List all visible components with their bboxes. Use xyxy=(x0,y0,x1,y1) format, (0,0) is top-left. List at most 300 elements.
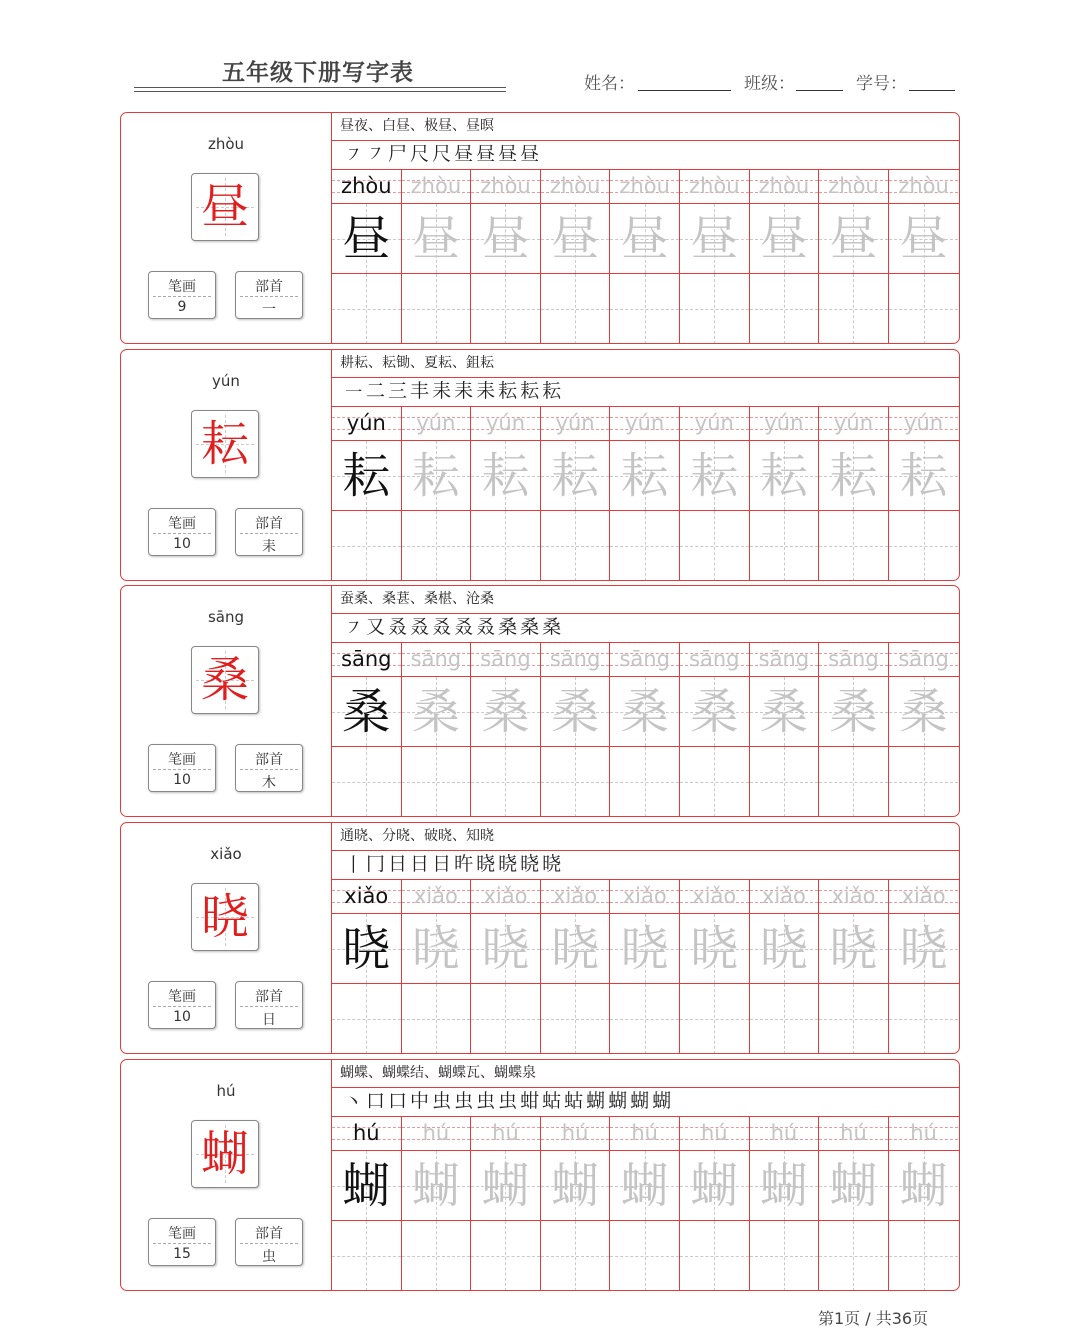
pinyin-cell[interactable] xyxy=(471,1117,541,1150)
stroke-count-box xyxy=(148,981,216,1029)
pinyin-cell[interactable] xyxy=(332,170,402,203)
pinyin-trace: sāng xyxy=(689,647,740,671)
trace-character: 蝴 xyxy=(411,1157,460,1214)
writing-cell[interactable] xyxy=(750,441,820,510)
pinyin-cell[interactable] xyxy=(750,880,820,913)
pinyin-trace: yún xyxy=(833,411,873,435)
trace-character: 昼 xyxy=(899,210,948,267)
writing-cell[interactable] xyxy=(402,984,472,1054)
writing-cell[interactable] xyxy=(889,914,959,983)
writing-cell[interactable] xyxy=(680,914,750,983)
character-glyph: 桑 xyxy=(200,652,249,708)
trace-character: 桑 xyxy=(551,683,600,740)
writing-cell[interactable] xyxy=(610,204,680,273)
blank-practice-row xyxy=(332,511,959,581)
pinyin-practice-row xyxy=(332,407,959,441)
trace-character: 桑 xyxy=(411,683,460,740)
writing-cell[interactable] xyxy=(332,747,402,817)
pinyin-cell[interactable] xyxy=(750,643,820,676)
radical-label: 部首 xyxy=(255,279,283,295)
pinyin-cell[interactable] xyxy=(402,880,472,913)
pinyin-cell[interactable] xyxy=(819,880,889,913)
model-character: 桑 xyxy=(342,683,391,740)
writing-cell[interactable] xyxy=(750,984,820,1054)
trace-character: 蝴 xyxy=(829,1157,878,1214)
character-display-box xyxy=(191,410,259,478)
practice-panel xyxy=(332,586,959,816)
pinyin-model: zhòu xyxy=(341,174,392,198)
pinyin-cell[interactable] xyxy=(541,880,611,913)
trace-character: 耘 xyxy=(690,447,739,504)
pinyin-cell[interactable] xyxy=(819,170,889,203)
character-card xyxy=(120,112,960,344)
trace-character: 昼 xyxy=(481,210,530,267)
radical-value: 一 xyxy=(262,302,276,318)
model-character: 昼 xyxy=(342,210,391,267)
pinyin-trace: xiǎo xyxy=(692,884,737,908)
pinyin-cell[interactable] xyxy=(332,643,402,676)
character-display-box xyxy=(191,1120,259,1188)
writing-cell[interactable] xyxy=(680,511,750,581)
writing-cell[interactable] xyxy=(819,274,889,344)
character-info-panel xyxy=(121,113,332,343)
writing-cell[interactable] xyxy=(541,204,611,273)
writing-cell[interactable] xyxy=(402,747,472,817)
name-field[interactable] xyxy=(638,90,731,91)
writing-cell[interactable] xyxy=(610,1221,680,1291)
writing-cell[interactable] xyxy=(750,1151,820,1220)
stroke-count-box xyxy=(148,271,216,319)
radical-box xyxy=(235,271,303,319)
writing-cell[interactable] xyxy=(541,914,611,983)
writing-cell[interactable] xyxy=(402,511,472,581)
pinyin-cell[interactable] xyxy=(541,1117,611,1150)
writing-cell[interactable] xyxy=(750,204,820,273)
stroke-order-step: 丨 xyxy=(344,853,364,876)
pinyin-trace: sāng xyxy=(898,647,949,671)
pinyin-trace: hú xyxy=(422,1121,450,1145)
pinyin-trace: yún xyxy=(764,411,804,435)
writing-cell[interactable] xyxy=(541,1221,611,1291)
writing-cell[interactable] xyxy=(610,747,680,817)
pinyin-cell[interactable] xyxy=(402,407,472,440)
writing-cell[interactable] xyxy=(471,274,541,344)
title-underline xyxy=(134,87,506,88)
stroke-count-label: 笔画 xyxy=(168,752,196,768)
pinyin-trace: yún xyxy=(625,411,665,435)
pinyin-cell[interactable] xyxy=(610,407,680,440)
pinyin-cell[interactable] xyxy=(889,880,959,913)
blank-practice-row xyxy=(332,747,959,817)
stroke-order-step: 口 xyxy=(388,1090,408,1112)
stroke-count-value: 15 xyxy=(173,1246,191,1262)
student-number-field[interactable] xyxy=(909,90,955,91)
student-number-label: 学号： xyxy=(856,74,907,94)
character-card xyxy=(120,585,960,817)
writing-cell[interactable] xyxy=(680,1221,750,1291)
writing-cell[interactable] xyxy=(471,511,541,581)
writing-cell[interactable] xyxy=(750,511,820,581)
stroke-order-step: 桑 xyxy=(542,616,562,638)
trace-character: 蝴 xyxy=(481,1157,530,1214)
trace-character: 耘 xyxy=(759,447,808,504)
stroke-order-step: 昼 xyxy=(520,143,540,165)
stroke-order-step: ㇇ xyxy=(344,616,364,639)
writing-cell[interactable] xyxy=(332,984,402,1054)
character-card xyxy=(120,349,960,581)
stroke-order-step: 蛄 xyxy=(542,1090,562,1112)
writing-cell[interactable] xyxy=(332,274,402,344)
writing-cell[interactable] xyxy=(402,441,472,510)
trace-character: 桑 xyxy=(899,683,948,740)
stroke-order-step: 三 xyxy=(388,380,408,402)
stroke-order-step: 虫 xyxy=(498,1090,518,1112)
character-glyph: 昼 xyxy=(200,179,249,235)
pinyin-trace: xiǎo xyxy=(622,884,667,908)
pinyin-cell[interactable] xyxy=(889,407,959,440)
writing-cell[interactable] xyxy=(332,511,402,581)
radical-value: 耒 xyxy=(262,539,276,555)
pinyin-cell[interactable] xyxy=(471,880,541,913)
pinyin-trace: zhòu xyxy=(480,174,531,198)
practice-panel xyxy=(332,113,959,343)
stroke-order-step: 丶 xyxy=(344,1090,364,1113)
stroke-order-step: 中 xyxy=(410,1090,430,1112)
writing-cell[interactable] xyxy=(610,511,680,581)
stroke-order-step: 叒 xyxy=(454,616,474,638)
writing-cell[interactable] xyxy=(541,511,611,581)
character-glyph: 蝴 xyxy=(200,1126,249,1182)
writing-cell[interactable] xyxy=(402,274,472,344)
stroke-order-step: 蝴 xyxy=(630,1090,650,1112)
radical-label: 部首 xyxy=(255,989,283,1005)
writing-cell[interactable] xyxy=(402,1151,472,1220)
writing-cell[interactable] xyxy=(332,1221,402,1291)
stroke-order-step: 旿 xyxy=(454,853,474,875)
writing-cell[interactable] xyxy=(541,274,611,344)
writing-cell[interactable] xyxy=(889,441,959,510)
writing-cell[interactable] xyxy=(332,914,402,983)
character-display-box xyxy=(191,173,259,241)
pinyin-cell[interactable] xyxy=(889,170,959,203)
writing-cell[interactable] xyxy=(541,984,611,1054)
writing-cell[interactable] xyxy=(610,677,680,746)
pinyin-cell[interactable] xyxy=(332,880,402,913)
pinyin-practice-row xyxy=(332,643,959,677)
character-pinyin: sāng xyxy=(207,608,245,626)
pinyin-cell[interactable] xyxy=(680,407,750,440)
trace-character: 耘 xyxy=(829,447,878,504)
trace-character: 耘 xyxy=(551,447,600,504)
pinyin-cell[interactable] xyxy=(680,880,750,913)
stroke-order-step: 耘 xyxy=(542,380,562,402)
trace-character: 昼 xyxy=(551,210,600,267)
pinyin-model: hú xyxy=(352,1121,380,1145)
pinyin-cell[interactable] xyxy=(471,170,541,203)
writing-cell[interactable] xyxy=(332,1151,402,1220)
stroke-order-step: 耒 xyxy=(476,380,496,402)
pinyin-trace: hú xyxy=(840,1121,867,1145)
writing-cell[interactable] xyxy=(680,204,750,273)
stroke-order-step: ㇇ xyxy=(344,143,364,166)
writing-cell[interactable] xyxy=(332,441,402,510)
writing-cell[interactable] xyxy=(541,677,611,746)
stroke-order-row xyxy=(332,378,959,407)
character-display-box xyxy=(191,883,259,951)
stroke-order-step: 二 xyxy=(366,380,386,402)
writing-cell[interactable] xyxy=(889,1221,959,1291)
character-card xyxy=(120,822,960,1054)
trace-row xyxy=(332,677,959,747)
stroke-count-label: 笔画 xyxy=(168,516,196,532)
pinyin-trace: xiǎo xyxy=(761,884,806,908)
writing-cell[interactable] xyxy=(889,984,959,1054)
pinyin-trace: hú xyxy=(561,1121,589,1145)
pinyin-cell[interactable] xyxy=(541,643,611,676)
writing-cell[interactable] xyxy=(471,441,541,510)
pinyin-trace: sāng xyxy=(549,647,601,671)
pinyin-cell[interactable] xyxy=(750,1117,820,1150)
pinyin-trace: yún xyxy=(555,411,595,435)
pinyin-cell[interactable] xyxy=(819,1117,889,1150)
pinyin-trace: zhòu xyxy=(619,174,670,198)
writing-cell[interactable] xyxy=(819,677,889,746)
character-info-panel xyxy=(121,350,332,580)
trace-character: 晓 xyxy=(411,920,460,977)
title-underline-2 xyxy=(134,91,506,92)
pinyin-trace: hú xyxy=(700,1121,728,1145)
pinyin-trace: yún xyxy=(694,411,734,435)
trace-character: 昼 xyxy=(829,210,878,267)
pinyin-cell[interactable] xyxy=(680,1117,750,1150)
writing-cell[interactable] xyxy=(541,1151,611,1220)
stroke-count-label: 笔画 xyxy=(168,279,196,295)
trace-character: 耘 xyxy=(899,447,948,504)
trace-character: 桑 xyxy=(620,683,669,740)
trace-character: 蝴 xyxy=(759,1157,808,1214)
character-pinyin: yún xyxy=(212,372,240,390)
trace-character: 昼 xyxy=(620,210,669,267)
stroke-order-step: 耒 xyxy=(454,380,474,402)
radical-label: 部首 xyxy=(255,516,283,532)
trace-row xyxy=(332,914,959,984)
writing-cell[interactable] xyxy=(471,747,541,817)
stroke-order-row xyxy=(332,141,959,170)
pinyin-model: sāng xyxy=(341,647,392,671)
pinyin-cell[interactable] xyxy=(819,643,889,676)
pinyin-cell[interactable] xyxy=(680,170,750,203)
character-pinyin: xiǎo xyxy=(210,845,242,863)
pinyin-trace: sāng xyxy=(480,647,531,671)
writing-cell[interactable] xyxy=(471,984,541,1054)
writing-cell[interactable] xyxy=(332,204,402,273)
stroke-order-row xyxy=(332,614,959,643)
writing-cell[interactable] xyxy=(819,441,889,510)
pinyin-cell[interactable] xyxy=(610,880,680,913)
pinyin-trace: zhòu xyxy=(410,174,462,198)
pinyin-cell[interactable] xyxy=(680,643,750,676)
pinyin-cell[interactable] xyxy=(541,170,611,203)
writing-cell[interactable] xyxy=(471,1151,541,1220)
pinyin-cell[interactable] xyxy=(610,170,680,203)
pinyin-trace: sāng xyxy=(619,647,670,671)
class-label: 班级： xyxy=(744,74,795,94)
pinyin-cell[interactable] xyxy=(402,643,472,676)
pinyin-trace: sāng xyxy=(758,647,810,671)
page-header xyxy=(0,0,1080,110)
writing-cell[interactable] xyxy=(819,1151,889,1220)
writing-cell[interactable] xyxy=(680,677,750,746)
example-words: 昼夜、白昼、极昼、昼暝 xyxy=(332,113,959,141)
page-title: 五年级下册写字表 xyxy=(222,60,414,86)
writing-cell[interactable] xyxy=(680,274,750,344)
writing-cell[interactable] xyxy=(819,914,889,983)
writing-cell[interactable] xyxy=(541,441,611,510)
example-words: 通晓、分晓、破晓、知晓 xyxy=(332,823,959,851)
stroke-order-step: 晓 xyxy=(498,853,518,875)
pinyin-trace: hú xyxy=(631,1121,658,1145)
trace-character: 晓 xyxy=(759,920,808,977)
writing-cell[interactable] xyxy=(680,747,750,817)
pinyin-cell[interactable] xyxy=(471,643,541,676)
stroke-count-value: 10 xyxy=(173,1009,191,1025)
pinyin-trace: sāng xyxy=(410,647,462,671)
stroke-count-box xyxy=(148,1218,216,1266)
writing-cell[interactable] xyxy=(471,677,541,746)
pinyin-trace: yún xyxy=(904,411,944,435)
trace-character: 桑 xyxy=(759,683,808,740)
trace-character: 耘 xyxy=(620,447,669,504)
radical-label: 部首 xyxy=(255,1226,283,1242)
pinyin-cell[interactable] xyxy=(471,407,541,440)
writing-cell[interactable] xyxy=(819,1221,889,1291)
stroke-order-step: 尺 xyxy=(432,143,452,165)
stroke-order-step: 叒 xyxy=(388,616,408,638)
stroke-order-step: 昼 xyxy=(498,143,518,165)
writing-cell[interactable] xyxy=(610,1151,680,1220)
writing-cell[interactable] xyxy=(610,441,680,510)
writing-cell[interactable] xyxy=(610,274,680,344)
writing-cell[interactable] xyxy=(471,204,541,273)
pinyin-cell[interactable] xyxy=(889,643,959,676)
writing-cell[interactable] xyxy=(402,1221,472,1291)
writing-cell[interactable] xyxy=(680,1151,750,1220)
pinyin-cell[interactable] xyxy=(610,643,680,676)
class-field[interactable] xyxy=(796,90,843,91)
stroke-order-step: 口 xyxy=(366,1090,386,1112)
stroke-order-row xyxy=(332,851,959,880)
writing-cell[interactable] xyxy=(402,914,472,983)
trace-character: 耘 xyxy=(481,447,530,504)
writing-cell[interactable] xyxy=(750,274,820,344)
stroke-count-value: 9 xyxy=(177,299,187,315)
pinyin-trace: yún xyxy=(416,411,456,435)
pinyin-cell[interactable] xyxy=(541,407,611,440)
character-glyph: 耘 xyxy=(200,416,249,472)
pinyin-trace: yún xyxy=(485,411,525,435)
writing-cell[interactable] xyxy=(471,1221,541,1291)
pinyin-cell[interactable] xyxy=(332,1117,402,1150)
writing-cell[interactable] xyxy=(541,747,611,817)
stroke-order-step: 蚶 xyxy=(520,1090,540,1112)
pinyin-cell[interactable] xyxy=(819,407,889,440)
stroke-order-step: 日 xyxy=(432,853,452,875)
writing-cell[interactable] xyxy=(819,204,889,273)
writing-cell[interactable] xyxy=(750,914,820,983)
writing-cell[interactable] xyxy=(819,511,889,581)
pinyin-model: xiǎo xyxy=(344,884,389,908)
writing-cell[interactable] xyxy=(819,984,889,1054)
radical-label: 部首 xyxy=(255,752,283,768)
writing-cell[interactable] xyxy=(402,204,472,273)
practice-panel xyxy=(332,1060,959,1290)
writing-cell[interactable] xyxy=(889,677,959,746)
stroke-order-step: 晓 xyxy=(476,853,496,875)
pinyin-trace: zhòu xyxy=(758,174,810,198)
stroke-order-step: 蝴 xyxy=(586,1090,606,1112)
trace-row xyxy=(332,1151,959,1221)
writing-cell[interactable] xyxy=(680,441,750,510)
pinyin-cell[interactable] xyxy=(610,1117,680,1150)
trace-character: 桑 xyxy=(829,683,878,740)
stroke-order-step: 昼 xyxy=(454,143,474,165)
pinyin-cell[interactable] xyxy=(750,170,820,203)
pinyin-trace: hú xyxy=(492,1121,519,1145)
practice-panel xyxy=(332,350,959,580)
stroke-count-box xyxy=(148,508,216,556)
trace-character: 晓 xyxy=(481,920,530,977)
blank-practice-row xyxy=(332,984,959,1054)
radical-value: 虫 xyxy=(262,1249,276,1265)
writing-cell[interactable] xyxy=(610,984,680,1054)
writing-cell[interactable] xyxy=(889,747,959,817)
writing-cell[interactable] xyxy=(750,677,820,746)
trace-character: 桑 xyxy=(481,683,530,740)
writing-cell[interactable] xyxy=(889,204,959,273)
writing-cell[interactable] xyxy=(680,984,750,1054)
writing-cell[interactable] xyxy=(610,914,680,983)
stroke-order-step: 日 xyxy=(410,853,430,875)
radical-box xyxy=(235,981,303,1029)
pinyin-cell[interactable] xyxy=(750,407,820,440)
pinyin-cell[interactable] xyxy=(889,1117,959,1150)
writing-cell[interactable] xyxy=(750,1221,820,1291)
pinyin-trace: xiǎo xyxy=(413,884,458,908)
writing-cell[interactable] xyxy=(889,1151,959,1220)
writing-cell[interactable] xyxy=(402,677,472,746)
pinyin-trace: hú xyxy=(770,1121,798,1145)
example-words: 耕耘、耘锄、夏耘、鉏耘 xyxy=(332,350,959,378)
stroke-order-row xyxy=(332,1088,959,1117)
trace-character: 蝴 xyxy=(551,1157,600,1214)
character-info-panel xyxy=(121,1060,332,1290)
stroke-count-value: 10 xyxy=(173,772,191,788)
writing-cell[interactable] xyxy=(750,747,820,817)
writing-cell[interactable] xyxy=(471,914,541,983)
writing-cell[interactable] xyxy=(819,747,889,817)
pinyin-trace: sāng xyxy=(828,647,879,671)
pinyin-trace: xiǎo xyxy=(483,884,528,908)
pinyin-cell[interactable] xyxy=(402,170,472,203)
writing-cell[interactable] xyxy=(889,274,959,344)
pinyin-cell[interactable] xyxy=(332,407,402,440)
trace-character: 昼 xyxy=(759,210,808,267)
radical-box xyxy=(235,1218,303,1266)
pinyin-cell[interactable] xyxy=(402,1117,472,1150)
writing-cell[interactable] xyxy=(889,511,959,581)
stroke-order-step: 叒 xyxy=(476,616,496,638)
writing-cell[interactable] xyxy=(332,677,402,746)
